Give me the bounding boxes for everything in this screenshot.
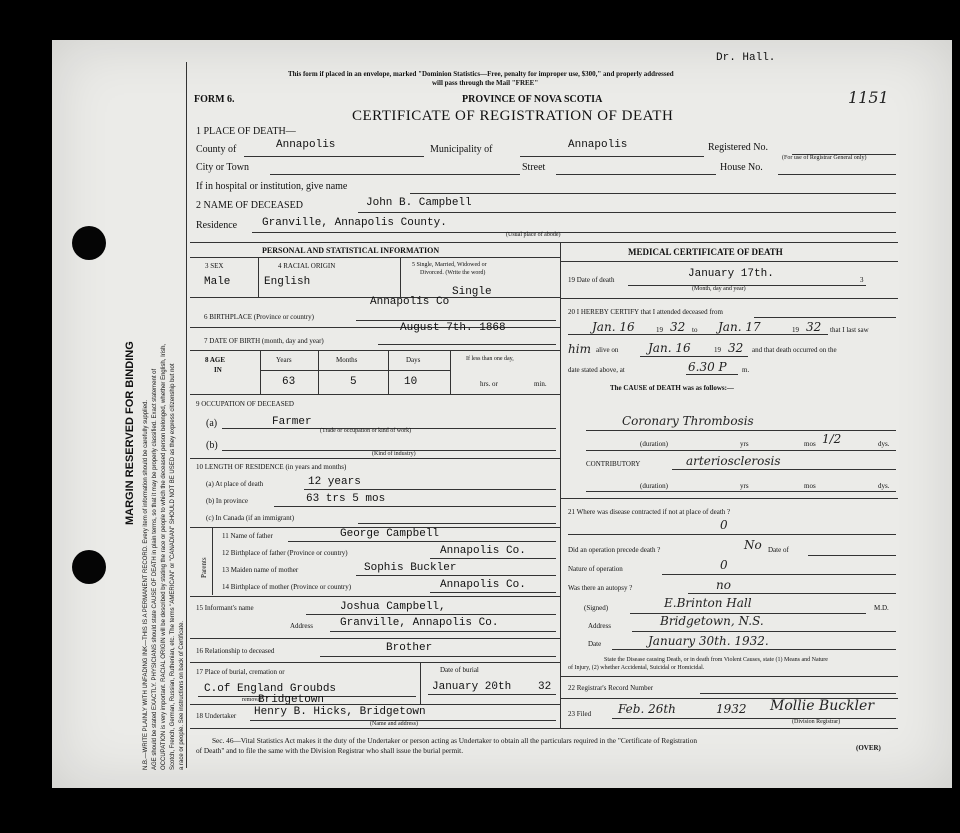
father-birthplace: Annapolis Co. xyxy=(440,545,526,557)
months-label: Months xyxy=(336,356,358,364)
informant-name: Joshua Campbell, xyxy=(340,601,446,613)
age-label: 8 AGE xyxy=(205,356,226,364)
sex-value: Male xyxy=(204,276,231,288)
yrs-label: yrs xyxy=(740,482,749,490)
father-birthplace-label: 12 Birthplace of father (Province or country) xyxy=(222,549,348,557)
contributory-label: CONTRIBUTORY xyxy=(586,460,641,468)
parents-label: Parents xyxy=(200,557,208,578)
date-signed: January 30th. 1932. xyxy=(648,634,769,648)
registered-no-label: Registered No. xyxy=(708,142,768,153)
registrar-signature: Mollie Buckler xyxy=(770,698,875,714)
birthplace-label: 6 BIRTHPLACE (Province or country) xyxy=(204,313,315,321)
mos-label: mos xyxy=(804,440,816,448)
occupation-b-label: (b) xyxy=(206,440,218,451)
date-of-birth-value: August 7th. 1868 xyxy=(400,322,506,334)
industry-note: (Kind of industry) xyxy=(372,451,416,457)
relationship-value: Brother xyxy=(386,642,433,654)
duration-label: (duration) xyxy=(640,440,668,448)
autopsy-label: Was there an autopsy ? xyxy=(568,584,633,592)
undertaker-label: 18 Undertaker xyxy=(196,712,237,720)
violent-causes-note: State the Disease causing Death, or in death from Violent Causes, state (1) Means and Nature xyxy=(604,657,828,663)
father-label: 11 Name of father xyxy=(222,532,273,540)
municipality-value: Annapolis xyxy=(568,139,628,151)
place-of-death-label: 1 PLACE OF DEATH— xyxy=(196,126,296,137)
filed-date: Feb. 26th xyxy=(618,702,676,716)
marital-label: 5 Single, Married, Widowed or xyxy=(412,262,487,268)
informant-address-label: Address xyxy=(290,622,313,630)
page-title: CERTIFICATE OF REGISTRATION OF DEATH xyxy=(352,108,674,124)
burial-place: C.of England Groubds xyxy=(204,683,337,695)
record-number-label: 22 Registrar's Record Number xyxy=(568,684,654,692)
mail-notice: will pass through the Mail "FREE" xyxy=(432,79,539,87)
mother-label: 13 Maiden name of mother xyxy=(222,566,299,574)
autopsy-value: no xyxy=(716,578,731,592)
occurred-label: and that death occurred on the xyxy=(752,346,837,354)
birthplace-value: Annapolis Co xyxy=(370,296,450,308)
dys-label: dys. xyxy=(878,440,890,448)
days-label: Days xyxy=(406,356,421,364)
occupation-label: 9 OCCUPATION OF DECEASED xyxy=(196,400,294,408)
alive-on-label: alive on xyxy=(596,346,619,354)
death-date: January 17th. xyxy=(688,268,774,280)
sex-label: 3 SEX xyxy=(205,262,224,270)
mos-label: mos xyxy=(804,482,816,490)
contributory-cause: arteriosclerosis xyxy=(686,454,781,468)
margin-instruction: AGE should be stated EXACTLY. PHYSICIANS should state CAUSE OF DEATH in plain terms, so that it may be properly classified. Exact statement of xyxy=(152,368,158,770)
in-province-label: (b) In province xyxy=(206,497,248,505)
hospital-label: If in hospital or institution, give name xyxy=(196,181,348,192)
municipality-label: Municipality of xyxy=(430,144,493,155)
dys-label: dys. xyxy=(878,482,890,490)
contracted-value: 0 xyxy=(720,518,728,532)
column-divider xyxy=(560,242,561,728)
m-label: m. xyxy=(742,366,750,374)
footer-note: Sec. 46—Vital Statistics Act makes it the duty of the Undertaker or person acting as Undertaker to obtain all the particulars required in the "Certificate of Registration xyxy=(212,736,698,745)
yrs-label: yrs xyxy=(740,440,749,448)
last-saw-label: that I last saw xyxy=(830,326,869,334)
registrar-note: (For use of Registrar General only) xyxy=(782,155,867,161)
occupation-value: Farmer xyxy=(272,416,312,428)
age-months: 5 xyxy=(350,376,357,388)
residence-value: Granville, Annapolis County. xyxy=(262,217,447,229)
last-seen-year: 32 xyxy=(728,341,744,355)
occupation-a-label: (a) xyxy=(206,418,218,429)
burial-year: 32 xyxy=(538,681,552,693)
informant-address: Granville, Annapolis Co. xyxy=(340,617,499,629)
hrs-label: hrs. or xyxy=(480,380,498,388)
residence-length-label: 10 LENGTH OF RESIDENCE (in years and months) xyxy=(196,463,347,471)
mother-birthplace-label: 14 Birthplace of mother (Province or country) xyxy=(222,583,352,591)
undertaker-value: Henry B. Hicks, Bridgetown xyxy=(254,706,426,718)
attended-from-year: 32 xyxy=(670,320,686,334)
duration-label: (duration) xyxy=(640,482,668,490)
deceased-name: John B. Campbell xyxy=(366,197,472,209)
mail-notice: This form if placed in an envelope, marked "Dominion Statistics—Free, penalty for improper use, $300," and properly addressed xyxy=(288,70,674,78)
physician-address-label: Address xyxy=(588,622,611,630)
margin-instruction: N.B.—WRITE PLAINLY WITH UNFADING INK—THIS IS A PERMANENT RECORD. Every item of information should be carefully supplied. xyxy=(143,399,149,770)
city-label: City or Town xyxy=(196,162,250,173)
burial-label: 17 Place of burial, cremation or xyxy=(196,668,285,676)
doctor-note: Dr. Hall. xyxy=(716,52,776,64)
attended-from: Jan. 16 xyxy=(592,320,635,334)
mother-name: Sophis Buckler xyxy=(364,562,457,574)
operation-value: No xyxy=(744,538,762,552)
burial-town: Bridgetown xyxy=(258,694,325,706)
violent-causes-note: of Injury, (2) whether Accidental, Suicidal or Homicidal. xyxy=(568,665,705,671)
undertaker-note: (Name and address) xyxy=(370,721,418,727)
in-province-value: 63 trs 5 mos xyxy=(306,493,386,505)
age-years: 63 xyxy=(282,376,296,388)
death-year: 3 xyxy=(860,276,864,284)
in-canada-label: (c) In Canada (if an immigrant) xyxy=(206,514,295,522)
death-date-note: (Month, day and year) xyxy=(692,286,746,292)
county-value: Annapolis xyxy=(276,139,336,151)
contracted-label: 21 Where was disease contracted if not at place of death ? xyxy=(568,508,731,516)
certify-label: 20 I HEREBY CERTIFY that I attended deceased from xyxy=(568,308,723,316)
mother-birthplace: Annapolis Co. xyxy=(440,579,526,591)
at-place-label: (a) At place of death xyxy=(206,480,264,488)
father-name: George Campbell xyxy=(340,528,440,540)
filed-year: 1932 xyxy=(716,702,747,716)
footer-note: of Death" and to file the same with the Division Registrar who shall issue the burial permit. xyxy=(196,746,464,755)
removal-label: removal xyxy=(242,697,262,703)
date-of-birth-label: 7 DATE OF BIRTH (month, day and year) xyxy=(204,337,324,345)
attended-to: Jan. 17 xyxy=(718,320,761,334)
margin-instruction: a race or people. See instructions on back of Certificate. xyxy=(179,620,185,770)
racial-origin-label: 4 RACIAL ORIGIN xyxy=(278,262,336,270)
physician-address: Bridgetown, N.S. xyxy=(660,614,764,628)
cause-of-death: Coronary Thrombosis xyxy=(622,414,754,428)
nature-value: 0 xyxy=(720,558,728,572)
physician-signature: E.Brinton Hall xyxy=(664,596,752,610)
last-seen: Jan. 16 xyxy=(648,341,691,355)
racial-origin-value: English xyxy=(264,276,311,288)
age-days: 10 xyxy=(404,376,418,388)
residence-label: Residence xyxy=(196,220,238,231)
occupation-note: (Trade or occupation or kind of work) xyxy=(320,428,412,434)
form-border xyxy=(186,62,187,768)
marital-value: Single xyxy=(452,286,492,298)
filed-label: 23 Filed xyxy=(568,710,592,718)
signed-label: (Signed) xyxy=(584,604,609,612)
margin-instruction: OCCUPATION is very important. RACIAL ORIGIN will be described by stating the race or people to which the deceased person belonged, whether English, Irish, xyxy=(161,343,167,770)
punch-hole xyxy=(72,550,106,584)
informant-label: 15 Informant's name xyxy=(196,604,254,612)
cause-duration: 1/2 xyxy=(822,432,842,446)
burial-date-label: Date of burial xyxy=(440,666,479,674)
county-label: County of xyxy=(196,144,237,155)
burial-date: January 20th xyxy=(432,681,512,693)
operation-label: Did an operation precede death ? xyxy=(568,546,661,554)
relationship-label: 16 Relationship to deceased xyxy=(196,647,275,655)
street-label: Street xyxy=(522,162,546,173)
at-place-value: 12 years xyxy=(308,476,361,488)
deceased-name-label: 2 NAME OF DECEASED xyxy=(196,200,303,211)
house-no-label: House No. xyxy=(720,162,763,173)
less-than-day-label: If less than one day, xyxy=(466,356,514,362)
division-registrar-note: (Division Registrar) xyxy=(792,719,841,725)
md-label: M.D. xyxy=(874,604,889,612)
punch-hole xyxy=(72,226,106,260)
abode-note: (Usual place of abode) xyxy=(506,232,561,238)
operation-date-label: Date of xyxy=(768,546,789,554)
over-note: (OVER) xyxy=(856,744,881,752)
age-in-label: IN xyxy=(214,366,222,374)
binding-margin-label: MARGIN RESERVED FOR BINDING xyxy=(124,341,136,525)
time-of-death: 6.30 P xyxy=(688,360,727,374)
file-number: 1151 xyxy=(848,88,889,107)
attended-to-year: 32 xyxy=(806,320,822,334)
medical-heading: MEDICAL CERTIFICATE OF DEATH xyxy=(628,247,783,257)
marital-label: Divorced. (Write the word) xyxy=(420,270,486,276)
years-label: Years xyxy=(276,356,292,364)
form-number: FORM 6. xyxy=(194,94,235,105)
death-date-label: 19 Date of death xyxy=(568,276,615,284)
date-stated-label: date stated above, at xyxy=(568,366,625,374)
cause-label: The CAUSE of DEATH was as follows:— xyxy=(610,384,734,392)
nature-label: Nature of operation xyxy=(568,565,623,573)
min-label: min. xyxy=(534,380,547,388)
province-heading: PROVINCE OF NOVA SCOTIA xyxy=(462,94,603,105)
margin-instruction: Scotch, French, German, Russian, Ruthenian, etc. The terms "AMERICAN" or "CANADIAN" SHOULD NOT BE USED as they express citizenship but not xyxy=(170,363,176,770)
date-signed-label: Date xyxy=(588,640,602,648)
personal-heading: PERSONAL AND STATISTICAL INFORMATION xyxy=(262,246,440,255)
